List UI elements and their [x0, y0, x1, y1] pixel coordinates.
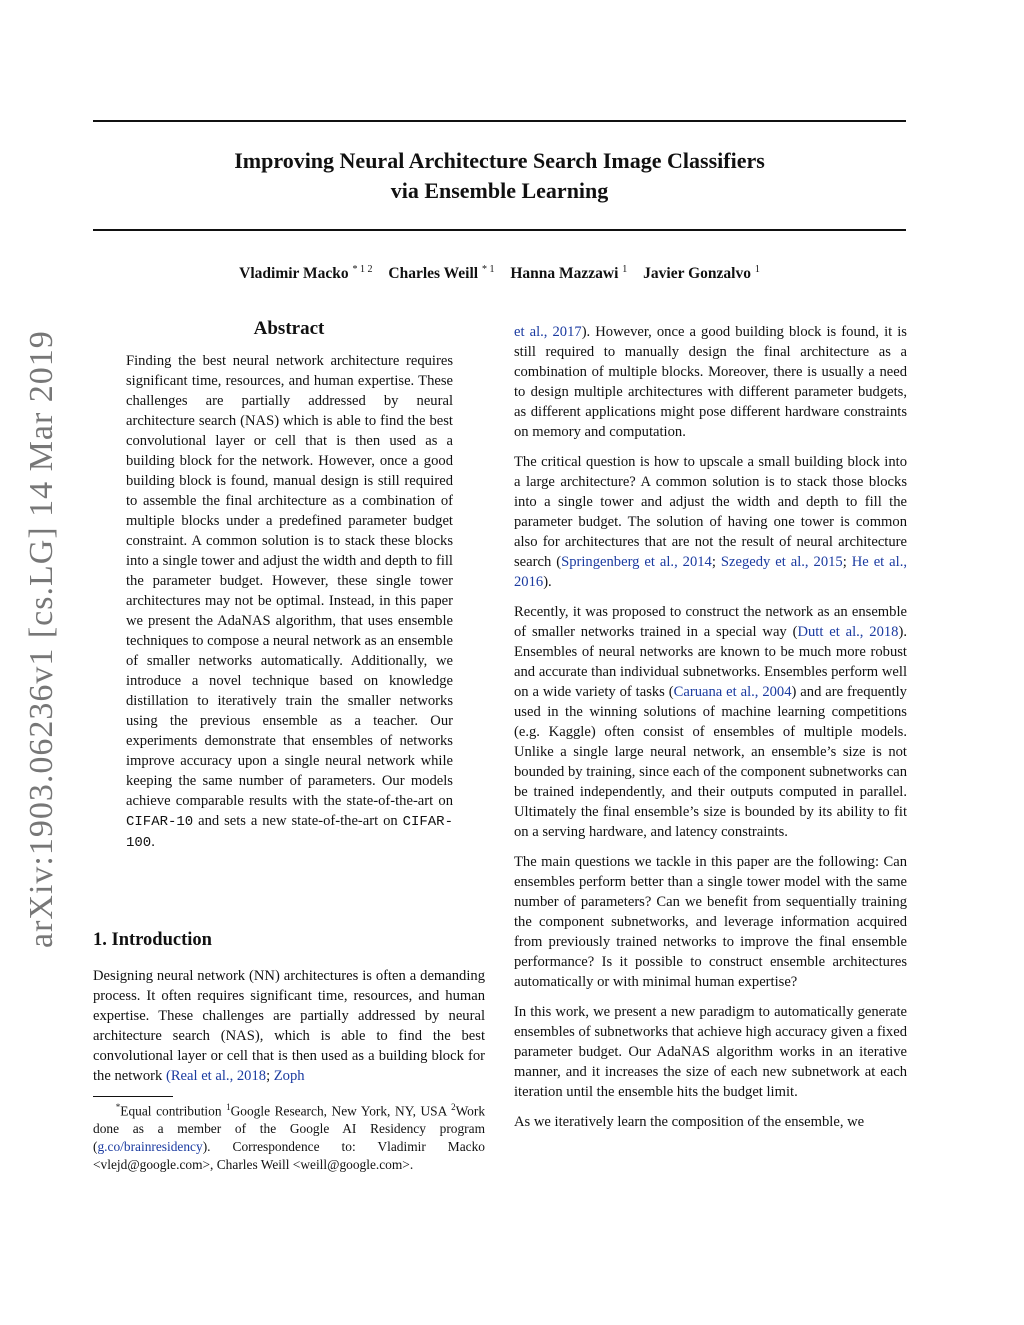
paragraph: The critical question is how to upscale a small building block into a large architecture? A common solution is to stack those blocks into a single tower and adjust the width and depth to fill the parameter budget. The solution of having one tower is common also for architectures that are not the result of neural architecture search (Springenberg et al., 2014; Szegedy et al., 2015; He et al., 2016). [514, 454, 908, 590]
citation-link[interactable]: Zoph [273, 1068, 305, 1084]
dataset-cifar10: CIFAR-10 [126, 814, 194, 830]
footnote-mark: 2 [451, 1102, 456, 1112]
author-affiliation: 1 [622, 264, 628, 275]
citation-link[interactable]: Caruana et al., 2004 [673, 684, 792, 700]
dataset-cifar100: CIFAR-100 [126, 814, 453, 851]
footnote-text: Google Research, New York, NY, USA [230, 1103, 452, 1119]
author-name: Javier Gonzalvo [643, 265, 751, 283]
title-rule-bottom [93, 229, 906, 231]
footnote-mark: * [115, 1102, 121, 1112]
title-line-2: via Ensemble Learning [390, 178, 609, 203]
footnote-rule [93, 1096, 173, 1097]
author-4 [643, 265, 760, 282]
citation-link[interactable]: Szegedy et al., 2015 [720, 554, 843, 570]
paragraph [514, 602, 907, 842]
paragraph: In this work, we present a new paradigm to automatically generate ensembles of subnetworks that achieve high accuracy given a fixed parameter budget. Our AdaNAS algorithm works in an iterative manner, and it increases the size of each new subnetwork at each iteration until the ensemble hits the budget limit. [514, 1004, 907, 1100]
author-affiliation: * 1 [481, 264, 495, 275]
abstract-text-main: Finding the best neural network architecture requires significant time, resources, and human expertise. These challenges are partially addressed by neural architecture search (NAS) which is able to find the best convolutional layer or cell that is then used as a building block for the network. However, once a good building block is found, manual design is still required to assemble the final architecture as a combination of multiple blocks under a predefined parameter budget constraint. A common solution is to stack these blocks into a single tower and adjust the width and depth to fill the parameter budget. However, these single tower architectures may not be optimal. Instead, in this paper we present the AdaNAS algorithm, that uses ensemble techniques to compose a neural network as an ensemble of smaller networks automatically. Additionally, we introduce a novel technique based on knowledge distillation to iteratively train the smaller networks using the previous ensemble as a teacher. Our experiments demonstrate that ensembles of networks improve accuracy upon a single neural network while keeping the same number of parameters. Our models achieve comparable results with the state-of-the-art on [126, 353, 453, 809]
citation-link[interactable]: (Real et al., 2018 [165, 1068, 267, 1084]
author-name: Vladimir Macko [239, 265, 349, 283]
author-2 [388, 265, 494, 282]
citation-link[interactable]: Dutt et al., 2018 [797, 624, 899, 640]
section-heading-introduction: 1. Introduction [93, 930, 212, 950]
residency-link[interactable]: g.co/brainresidency [97, 1139, 203, 1155]
footnote-text: Work done as a member of the Google AI Residency program ( [93, 1103, 486, 1155]
author-affiliation: * 1 2 [352, 264, 373, 275]
paragraph: As we iteratively learn the composition of the ensemble, we [514, 1114, 865, 1130]
citation-link[interactable]: Springenberg et al., 2014 [561, 554, 712, 570]
paragraph [514, 322, 907, 442]
arxiv-identifier-stamp: arXiv:1903.06236v1 [cs.LG] 14 Mar 2019 [23, 330, 60, 948]
paragraph-text: ). Ensembles of neural networks are known to be much more robust and accurate than individual subnetworks. Ensembles perform well on a wide variety of tasks ( [514, 624, 907, 700]
introduction-text [93, 966, 485, 1086]
intro-paragraph: Designing neural network (NN) architectures is often a demanding process. It often requires significant time, resources, and human expertise. These challenges are partially addressed by neural architecture search (NAS), which is able to find the best convolutional layer or cell that is then used as a building block for the network [93, 968, 485, 1084]
title-line-1: Improving Neural Architecture Search Image Classifiers [234, 148, 765, 173]
paragraph-text: Recently, it was proposed to construct the network as an ensemble of smaller networks trained in a special way ( [514, 604, 907, 640]
footnote-text: Equal contribution [120, 1103, 227, 1119]
author-name: Hanna Mazzawi [510, 265, 619, 283]
paragraph-text: ) and are frequently used in the winning solutions of machine learning competitions (e.g. Kaggle) often consist of ensembles of multiple models. Unlike a single large neural network, an ensemble’s size is not bounded by training, since each of the component subnetworks can be trained independently, and their outputs computed in parallel. Ultimately the final ensemble’s size is bounded by its ability to fit on a serving hardware, and latency constraints. [514, 684, 907, 840]
author-3 [510, 265, 627, 282]
abstract-text-mid: and sets a new state-of-the-art on [193, 813, 403, 829]
paragraph-text: ). However, once a good building block is found, it is still required to manually design the final architecture as a combination of multiple blocks. Moreover, there is usually a need to design multiple architectures with different parameter budgets, as different applications might pose different hardware constraints on memory and computation. [514, 324, 907, 440]
citation-link[interactable]: et al., 2017 [514, 324, 582, 340]
abstract-heading: Abstract [253, 318, 325, 339]
paragraph-text: ). [543, 574, 552, 590]
right-column [514, 322, 907, 1142]
abstract-text [126, 351, 453, 853]
abstract-text-end: . [151, 834, 155, 850]
author-name: Charles Weill [388, 265, 479, 283]
paragraph: The main questions we tackle in this paper are the following: Can ensembles perform better than a single tower model with the same number of parameters? Can we benefit from sequentially training the component subnetworks, and leverage information acquired from previously trained networks to improve the final ensemble performance? Is it possible to construct ensemble architectures automatically or with minimal human expertise? [514, 854, 907, 990]
footnote-mark: 1 [226, 1102, 231, 1112]
footnotes [93, 1098, 485, 1174]
paper-title [93, 146, 906, 206]
citation-link[interactable]: He et al., 2016 [514, 554, 908, 590]
title-rule-top [93, 120, 906, 122]
author-list [93, 264, 906, 283]
footnote-text: ). Correspondence to: Vladimir Macko <vlejd@google.com>, Charles Weill <weill@google.com>. [93, 1139, 485, 1173]
citation-separator: ; [266, 1068, 274, 1084]
author-1 [239, 265, 372, 282]
author-affiliation: 1 [754, 264, 760, 275]
paragraph-text: The critical question is how to upscale a small building block into a large architecture? A common solution is to stack those blocks into a single tower and adjust the width and depth to fill the parameter budget. The solution of having one tower is common also for architectures that are not the result of neural architecture search ( [514, 454, 907, 570]
